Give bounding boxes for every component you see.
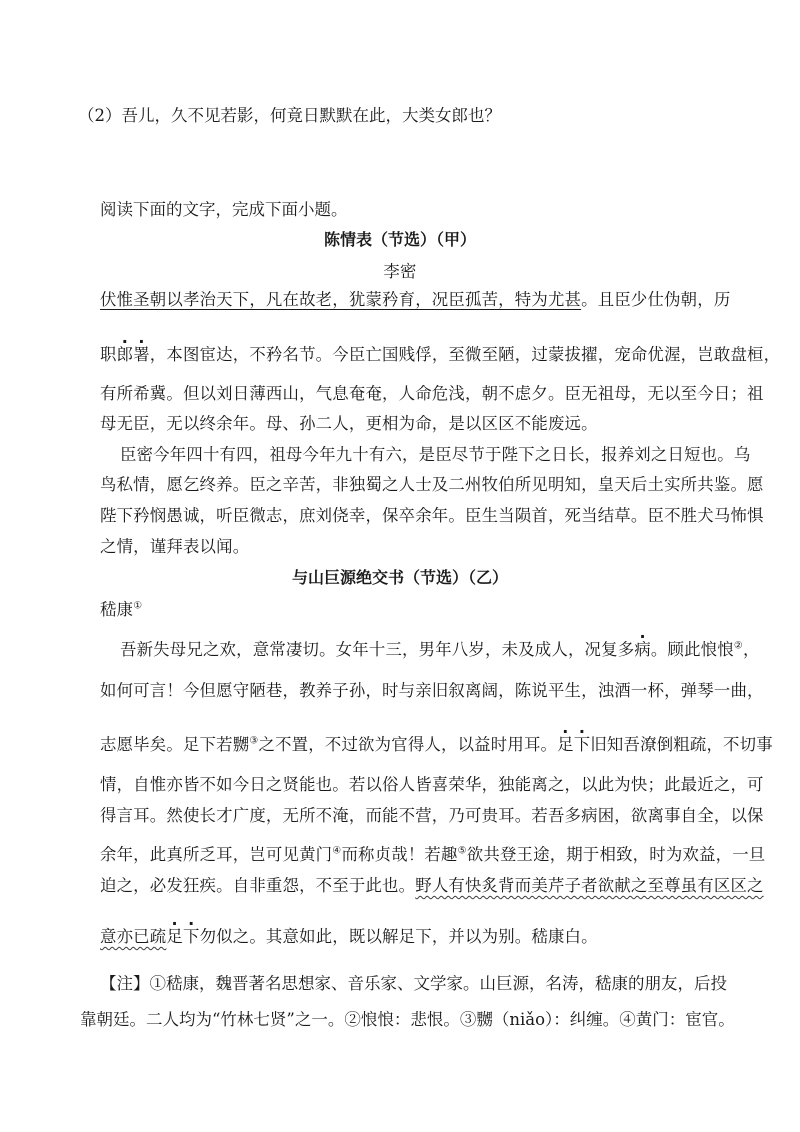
text: 。顾此悢悢 xyxy=(650,640,734,659)
passage-b-line-8 xyxy=(100,927,598,947)
text: 勿似之。其意如此，既以解足下，并以为别。嵇康白。 xyxy=(199,927,598,946)
wavy-underlined-sentence: 野人有快炙背而美芹子者欲献之至尊虽有区区之 xyxy=(415,876,764,895)
passage-b-title: 与山巨源绝交书（节选）（乙） xyxy=(291,568,508,587)
text: 。且臣少仕伪朝，历 xyxy=(581,290,731,309)
text: 欲共登王途，期于相致，时为欢益，一旦 xyxy=(466,845,766,864)
dotted-char: 病 xyxy=(634,640,651,659)
passage-a-line-2 xyxy=(100,345,780,365)
passage-a-line-8: 之情，谨拜表以闻。 xyxy=(100,537,250,556)
note-marker: ② xyxy=(733,640,744,652)
passage-b-line-5: 得言耳。然使长才广度，无所不淹，而能不营，乃可贵耳。若吾多病困，欲离事自全，以保 xyxy=(100,806,764,825)
passage-a-line-3: 有所希冀。但以刘日薄西山，气息奄奄，人命危浅，朝不虑夕。臣无祖母，无以至今日；祖 xyxy=(100,384,764,403)
passage-a-line-7: 陛下矜悯愚诚，听臣微志，庶刘侥幸，保卒余年。臣生当陨首，死当结草。臣不胜犬马怖惧 xyxy=(100,506,764,525)
author-name: 嵇康 xyxy=(100,600,134,619)
passage-b-line-7 xyxy=(100,876,764,896)
note-marker: ⑤ xyxy=(457,845,467,857)
passage-a-line-6: 鸟私情，愿乞终养。臣之辛苦，非独蜀之人士及二州牧伯所见明知，皇天后土实所共鉴。愿 xyxy=(100,475,764,494)
dotted-char: 署 xyxy=(133,345,150,364)
text: 而称贞哉！若趣 xyxy=(341,845,458,864)
text: ，本图宦达，不矜名节。今臣亡国贱俘，至微至陋，过蒙拔擢，宠命优渥，岂敢盘桓， xyxy=(149,345,781,364)
notes-line-1: 【注】①嵇康，魏晋著名思想家、音乐家、文学家。山巨源，名涛，嵇康的朋友，后投 xyxy=(100,974,727,993)
passage-b-line-3 xyxy=(100,735,773,755)
passage-b-line-4: 情，自惟亦皆不如今日之贤能也。若以俗人皆喜荣华，独能离之，以此为快；此最近之，可 xyxy=(100,775,764,794)
text: ， xyxy=(743,640,760,659)
question-2: （2）吾儿，久不见若影，何竟日默默在此，大类女郎也？ xyxy=(78,106,501,125)
note-marker: ④ xyxy=(332,845,342,857)
passage-a-author: 李密 xyxy=(383,262,417,281)
text: 职 xyxy=(100,345,117,364)
dotted-char: 郎 xyxy=(116,345,134,364)
dotted-char: 足 xyxy=(557,735,574,754)
dotted-char: 下 xyxy=(182,927,200,946)
text: 迫之，必发狂疾。自非重怨，不至于此也。 xyxy=(100,876,416,895)
passage-a-line-5: 臣密今年四十有四，祖母今年九十有六，是臣尽节于陛下之日长，报养刘之日短也。乌 xyxy=(120,445,751,464)
passage-b-line-6 xyxy=(100,845,765,865)
text: 吾新失母兄之欢，意常凄切。女年十三，男年八岁，未及成人，况复多 xyxy=(120,640,635,659)
dotted-char: 下 xyxy=(573,735,591,754)
passage-b-line-1 xyxy=(120,640,760,660)
text: 之不置，不过欲为官得人，以益时用耳。 xyxy=(258,735,558,754)
passage-a-line-1 xyxy=(100,290,730,310)
wavy-underlined-sentence: 意亦已疏 xyxy=(100,927,167,946)
instruction: 阅读下面的文字，完成下面小题。 xyxy=(100,200,348,219)
underlined-sentence: 伏惟圣朝以孝治天下，凡在故老，犹蒙矜育，况臣孤苦，特为尤甚 xyxy=(100,290,582,309)
notes-line-2: 靠朝廷。二人均为“竹林七贤”之一。②悢悢：悲恨。③嬲（niǎo）：纠缠。④黄门：宦官。 xyxy=(80,1010,735,1029)
passage-b-line-2: 如何可言！今但愿守陋巷，教养子孙，时与亲旧叙离阔，陈说平生，浊酒一杯，弹琴一曲， xyxy=(100,681,764,700)
dotted-char: 足 xyxy=(166,927,183,946)
text: 志愿毕矣。足下若嬲 xyxy=(100,735,250,754)
text: 旧知吾潦倒粗疏，不切事 xyxy=(590,735,773,754)
passage-a-line-4: 母无臣，无以终余年。母、孙二人，更相为命，是以区区不能废远。 xyxy=(100,414,598,433)
note-marker: ③ xyxy=(249,735,259,747)
passage-a-title: 陈情表（节选）（甲） xyxy=(323,230,476,249)
passage-b-author xyxy=(100,600,142,620)
text: 余年，此真所乏耳，岂可见黄门 xyxy=(100,845,333,864)
note-marker: ① xyxy=(133,600,143,612)
